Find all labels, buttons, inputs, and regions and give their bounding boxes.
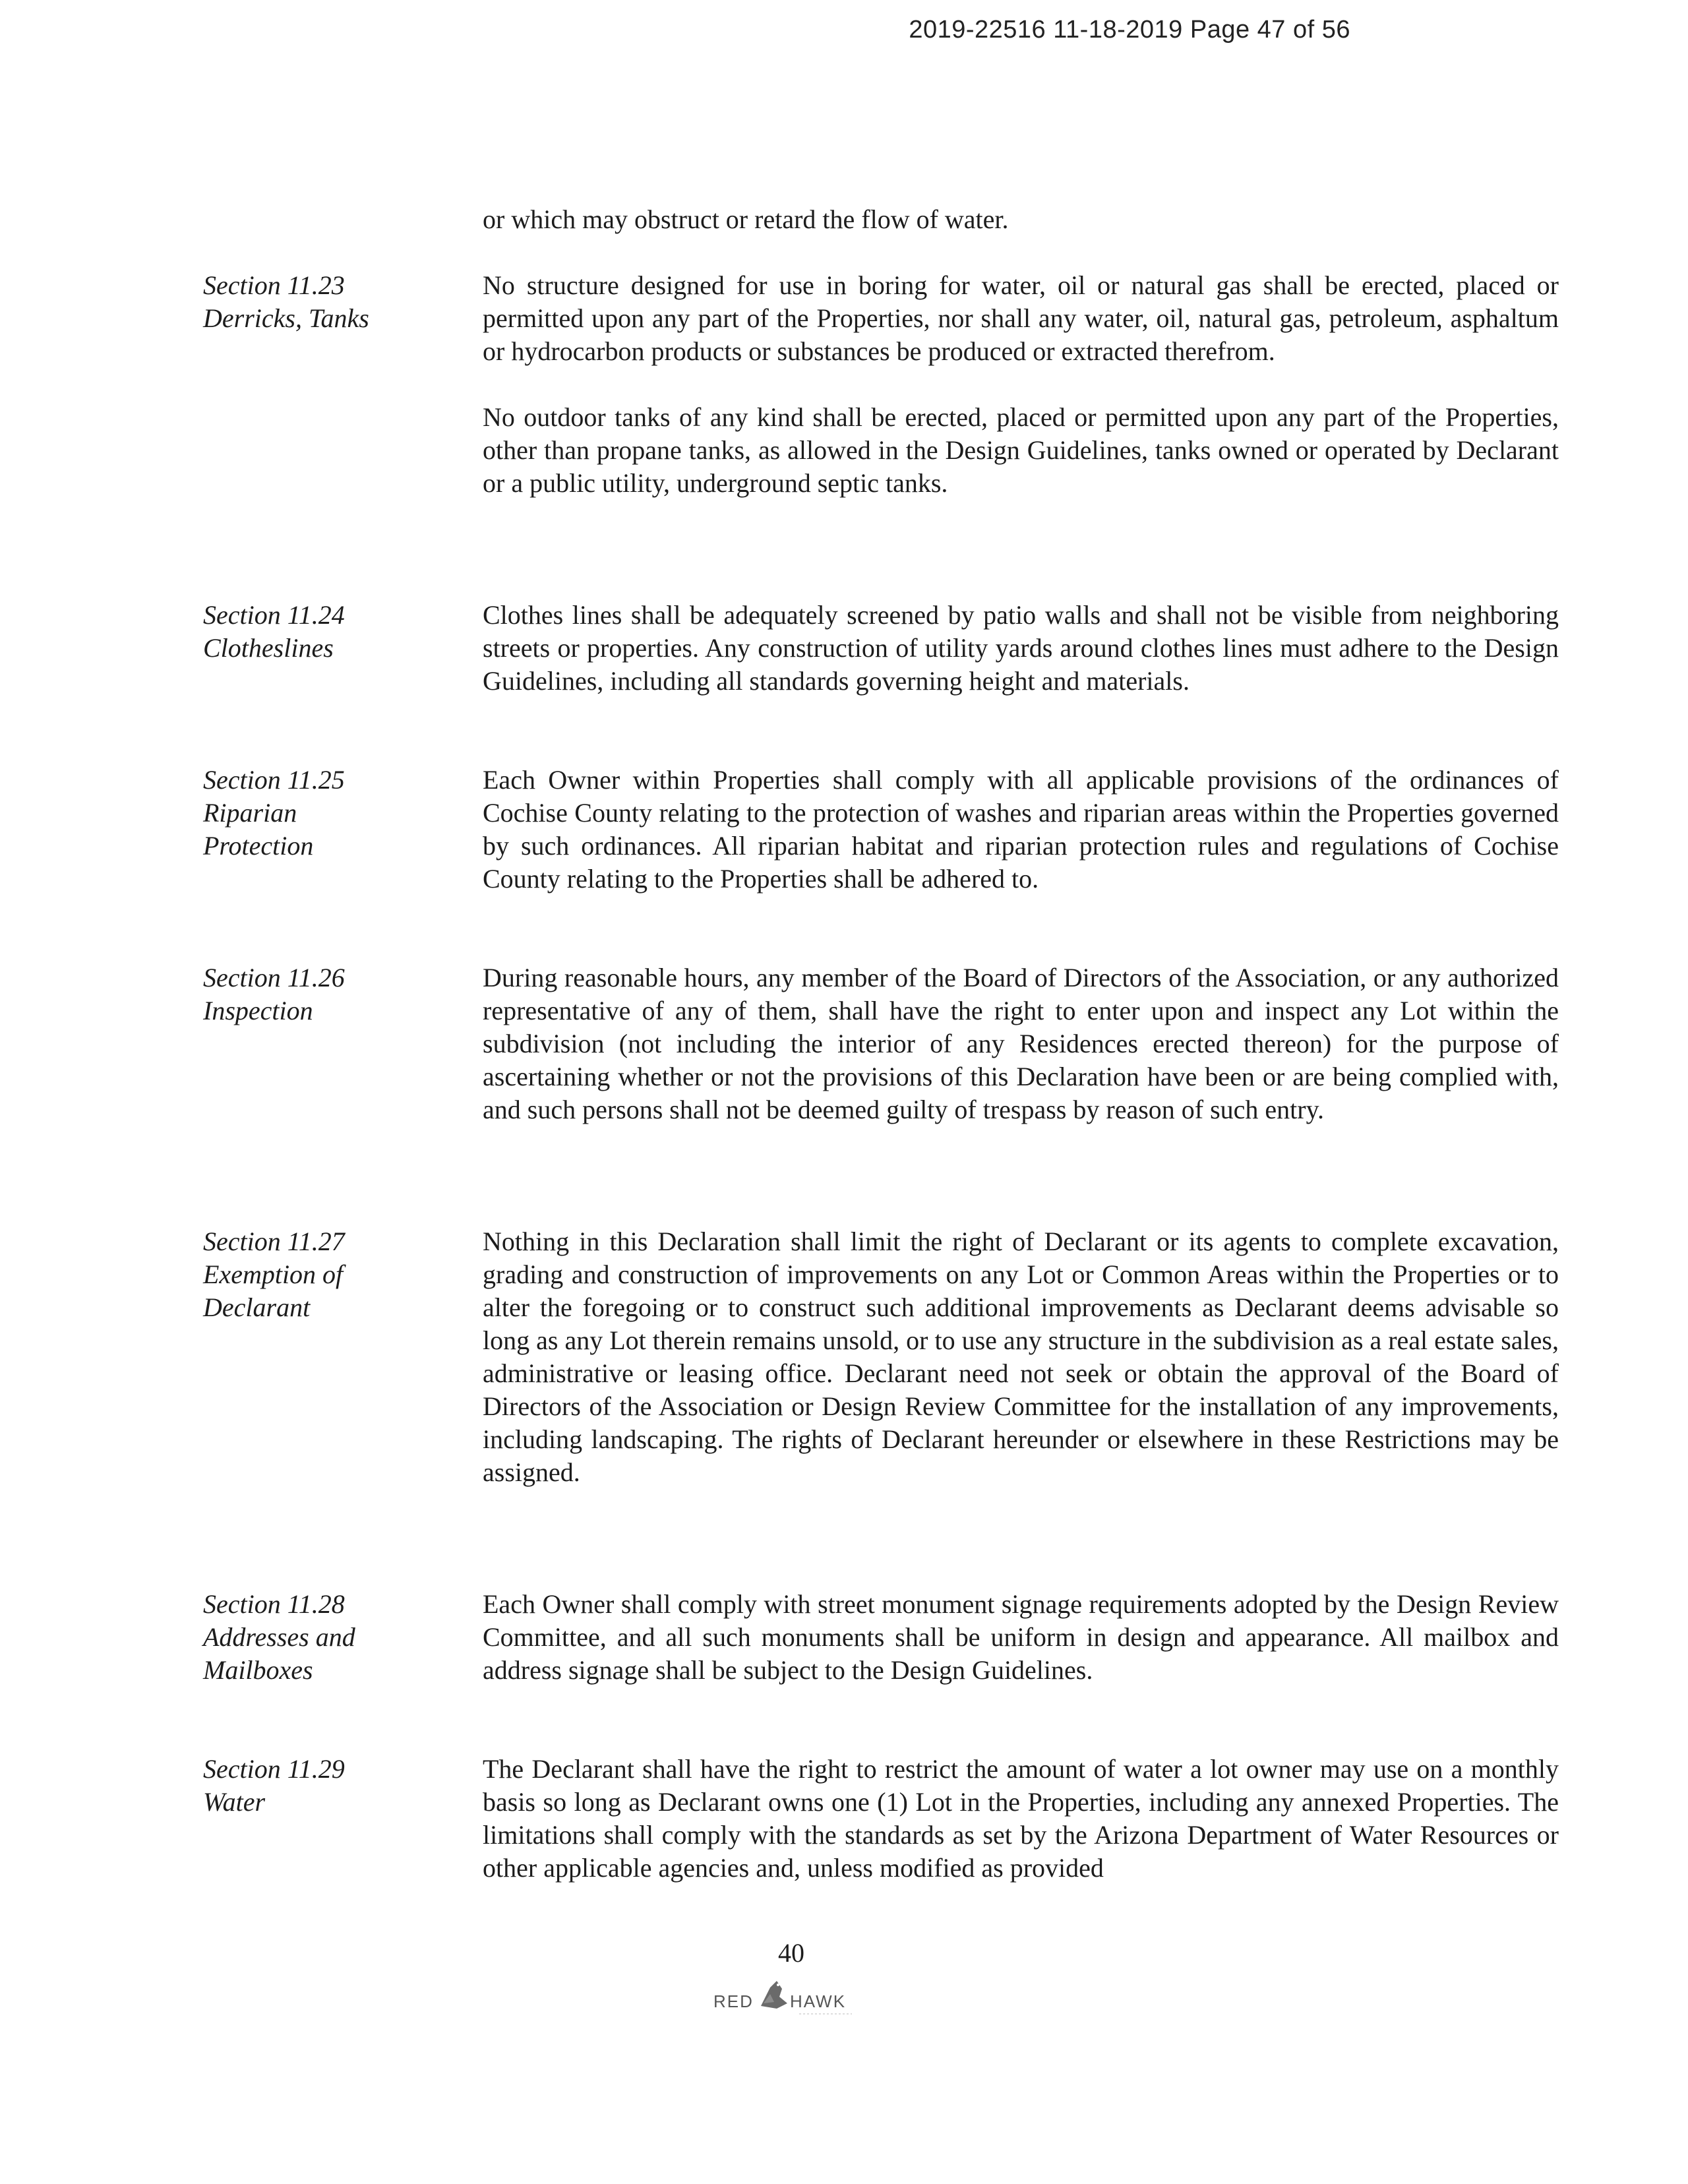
logo-text-left: RED <box>713 1991 754 2011</box>
hawk-icon <box>761 1981 787 2009</box>
section-title: Exemption of <box>203 1259 344 1289</box>
section-number: Section 11.24 <box>203 600 345 630</box>
section-paragraph: Each Owner within Properties shall comply with all applicable provisions of the ordinances of Cochise County relating to the protection of washes and riparian areas within the Properties governed by such ordinances. All riparian habitat and riparian protection rules and regulations of Cochise County relating to the Properties shall be adhered to. <box>483 765 1559 894</box>
section-title: Clotheslines <box>203 633 334 663</box>
section-number: Section 11.26 <box>203 963 345 992</box>
section-paragraph: No outdoor tanks of any kind shall be erected, placed or permitted upon any part of the Properties, other than propane tanks, as allowed in the Design Guidelines, tanks owned or operated by Declarant or a public utility, underground septic tanks. <box>483 402 1559 498</box>
section-label <box>203 1588 421 1687</box>
section-title: Addresses and <box>203 1622 355 1652</box>
section-body <box>483 1225 1559 1489</box>
section-title: Water <box>203 1787 266 1817</box>
section-body <box>483 1753 1559 1885</box>
section-label <box>203 599 421 665</box>
section-label <box>203 764 421 863</box>
section-paragraph: The Declarant shall have the right to restrict the amount of water a lot owner may use on a monthly basis so long as Declarant owns one (1) Lot in the Properties, including any annexed Properties. The limitations shall comply with the standards as set by the Arizona Department of Water Resources or other applicable agencies and, unless modified as provided <box>483 1754 1559 1883</box>
recording-stamp: 2019-22516 11-18-2019 Page 47 of 56 <box>909 16 1350 44</box>
redhawk-logo <box>713 1974 872 2020</box>
section-body <box>483 1588 1559 1687</box>
page-number: 40 <box>778 1938 804 1968</box>
section-label <box>203 1753 421 1819</box>
section-title: Riparian <box>203 798 297 828</box>
section-body <box>483 599 1559 698</box>
section-paragraph: No structure designed for use in boring for water, oil or natural gas shall be erected, placed or permitted upon any part of the Properties, nor shall any water, oil, natural gas, petroleum, asphaltum or hydrocarbon products or substances be produced or extracted therefrom. <box>483 270 1559 366</box>
section-number: Section 11.25 <box>203 765 345 795</box>
section-paragraph: Clothes lines shall be adequately screened by patio walls and shall not be visible from neighboring streets or properties. Any construction of utility yards around clothes lines must adhere to the Design Guidelines, including all standards governing height and materials. <box>483 600 1559 696</box>
section-number: Section 11.27 <box>203 1227 345 1256</box>
section-body <box>483 961 1559 1126</box>
section-label <box>203 961 421 1027</box>
section-title: Derricks, Tanks <box>203 303 369 333</box>
section-title: Declarant <box>203 1292 311 1322</box>
section-title: Mailboxes <box>203 1655 313 1685</box>
section-number: Section 11.29 <box>203 1754 345 1784</box>
section-paragraph: Nothing in this Declaration shall limit the right of Declarant or its agents to complete excavation, grading and construction of improvements on any Lot or Common Areas within the Properties or to alter the foregoing or to construct such additional improvements as Declarant deems advisable so long as any Lot therein remains unsold, or to use any structure in the subdivision as a real estate sales, administrative or leasing office. Declarant need not seek or obtain the approval of the Board of Directors of the Association or Design Review Committee for the installation of any improvements, including landscaping. The rights of Declarant hereunder or elsewhere in these Restrictions may be assigned. <box>483 1227 1559 1487</box>
section-body <box>483 269 1559 500</box>
logo-text-right: HAWK <box>790 1991 847 2011</box>
section-title: Inspection <box>203 996 313 1025</box>
logo-graphic <box>713 1974 872 2020</box>
section-label <box>203 1225 421 1324</box>
section-body <box>483 764 1559 895</box>
section-label <box>203 269 421 335</box>
section-title: Protection <box>203 831 314 861</box>
section-paragraph: During reasonable hours, any member of the Board of Directors of the Association, or any authorized representative of any of them, shall have the right to enter upon and inspect any Lot within the subdivision (not including the interior of any Residences erected thereon) for the purpose of ascertaining whether or not the provisions of this Declaration have been or are being complied with, and such persons shall not be deemed guilty of trespass by reason of such entry. <box>483 963 1559 1124</box>
section-number: Section 11.23 <box>203 270 345 300</box>
continuation-paragraph: or which may obstruct or retard the flow of water. <box>483 204 1009 234</box>
section-paragraph: Each Owner shall comply with street monument signage requirements adopted by the Design Review Committee, and all such monuments shall be uniform in design and appearance. All mailbox and address signage shall be subject to the Design Guidelines. <box>483 1589 1559 1685</box>
section-number: Section 11.28 <box>203 1589 345 1619</box>
